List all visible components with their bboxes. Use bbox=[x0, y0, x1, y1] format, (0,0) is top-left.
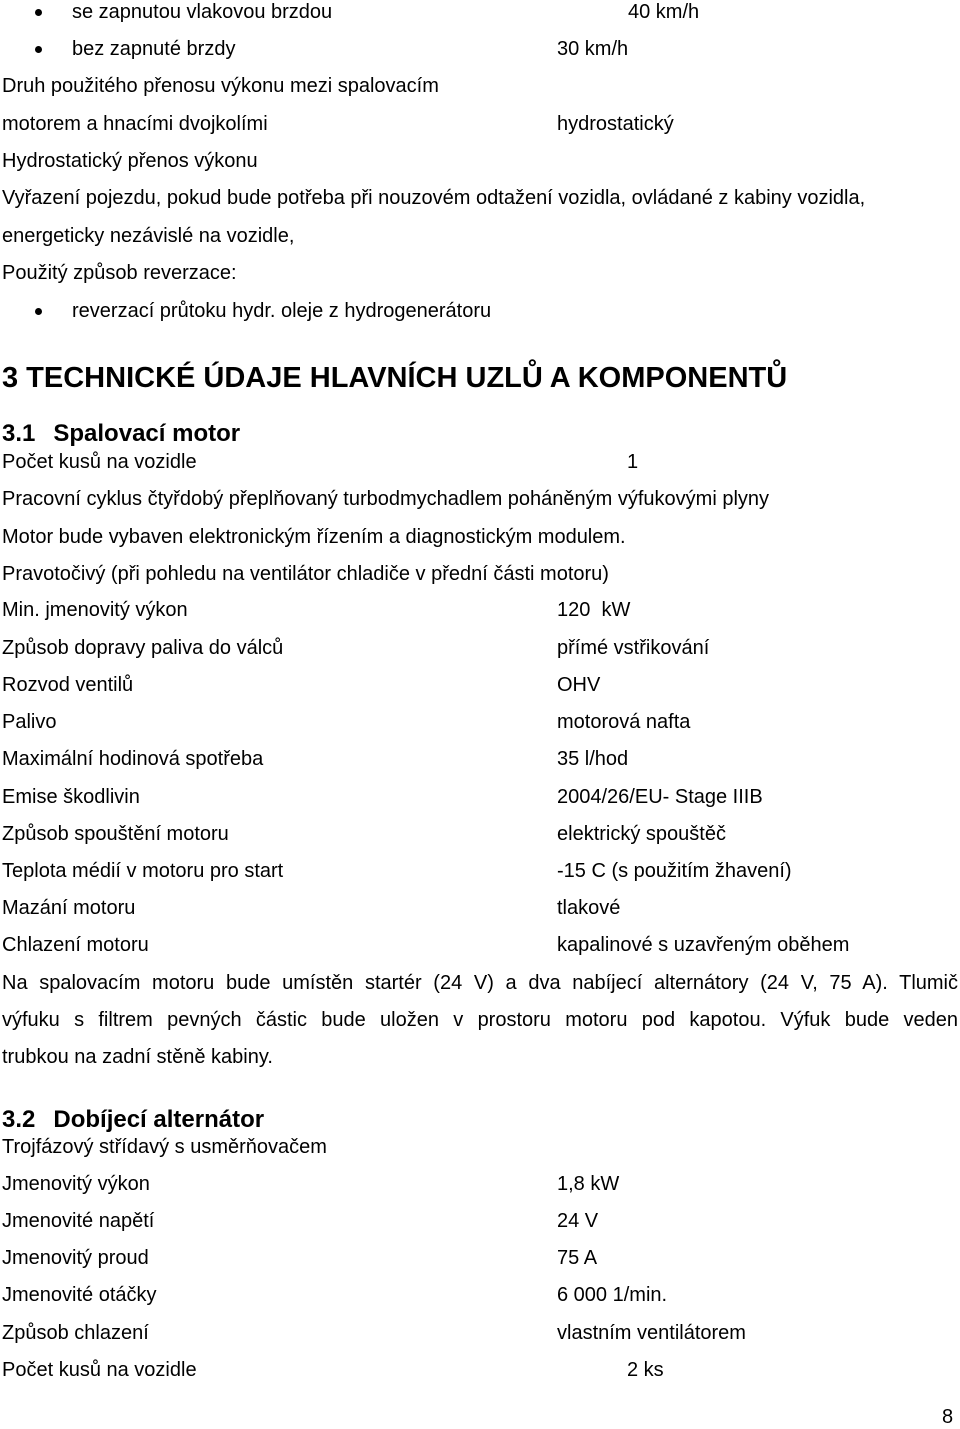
engine-heading-text: Spalovací motor bbox=[53, 420, 241, 447]
engine-control: Motor bude vybaven elektronickým řízením a diagnostickým modulem. bbox=[2, 526, 626, 548]
bullet-label: se zapnutou vlakovou brzdou bbox=[72, 1, 333, 23]
reverse-label: Použitý způsob reverzace: bbox=[2, 262, 237, 284]
spec-value: 35 l/hod bbox=[557, 748, 629, 770]
spec-value: přímé vstřikování bbox=[557, 637, 710, 659]
alt-spec-label: Jmenovité otáčky bbox=[2, 1284, 157, 1306]
spec-label: Emise škodlivin bbox=[2, 786, 140, 808]
engine-paragraph-line2: výfuku s filtrem pevných částic bude uložen v prostoru motoru pod kapotou. Výfuk bude veden bbox=[2, 1009, 958, 1031]
alt-count-value: 2 ks bbox=[627, 1359, 664, 1381]
spec-value: -15 C (s použitím žhavení) bbox=[557, 860, 792, 882]
alt-spec-label: Jmenovitý výkon bbox=[2, 1173, 150, 1195]
hydro-heading: Hydrostatický přenos výkonu bbox=[2, 150, 258, 172]
bullet-value: 30 km/h bbox=[557, 38, 629, 60]
spec-value: elektrický spouštěč bbox=[557, 823, 726, 845]
spec-value: tlakové bbox=[557, 897, 621, 919]
alt-spec-label: Jmenovitý proud bbox=[2, 1247, 149, 1269]
disengage-line1: Vyřazení pojezdu, pokud bude potřeba při nouzovém odtažení vozidla, ovládané z kabiny vozidla, bbox=[2, 187, 866, 209]
alternator-heading-text: Dobíjecí alternátor bbox=[53, 1106, 265, 1133]
spec-value: kapalinové s uzavřeným oběhem bbox=[557, 934, 850, 956]
engine-paragraph-line3: trubkou na zadní stěně kabiny. bbox=[2, 1046, 273, 1068]
page-number: 8 bbox=[942, 1406, 954, 1428]
transfer-label-line2: motorem a hnacími dvojkolími bbox=[2, 113, 268, 135]
section-title: 3 TECHNICKÉ ÚDAJE HLAVNÍCH UZLŮ A KOMPONENTŮ bbox=[2, 362, 788, 394]
bullet-icon bbox=[35, 308, 42, 315]
spec-value: OHV bbox=[557, 674, 601, 696]
engine-cycle: Pracovní cyklus čtyřdobý přeplňovaný turbodmychadlem poháněným výfukovými plyny bbox=[2, 488, 770, 510]
spec-value: motorová nafta bbox=[557, 711, 691, 733]
bullet-value: 40 km/h bbox=[628, 1, 700, 23]
alt-count-label: Počet kusů na vozidle bbox=[2, 1359, 197, 1381]
alt-spec-label: Jmenovité napětí bbox=[2, 1210, 155, 1232]
spec-label: Min. jmenovitý výkon bbox=[2, 599, 188, 621]
engine-heading bbox=[2, 420, 240, 448]
spec-value: 120 kW bbox=[557, 599, 631, 621]
alt-spec-value: 75 A bbox=[557, 1247, 598, 1269]
alt-spec-value: 6 000 1/min. bbox=[557, 1284, 668, 1306]
transfer-label-line1: Druh použitého přenosu výkonu mezi spalovacím bbox=[2, 75, 439, 97]
engine-heading-number: 3.1 bbox=[2, 420, 36, 447]
spec-label: Maximální hodinová spotřeba bbox=[2, 748, 264, 770]
spec-value: 2004/26/EU- Stage IIIB bbox=[557, 786, 763, 808]
transfer-value: hydrostatický bbox=[557, 113, 674, 135]
disengage-line2: energeticky nezávislé na vozidle, bbox=[2, 225, 295, 247]
alternator-heading bbox=[2, 1106, 264, 1134]
alt-spec-value: 1,8 kW bbox=[557, 1173, 620, 1195]
engine-paragraph-line1: Na spalovacím motoru bude umístěn startér (24 V) a dva nabíjecí alternátory (24 V, 75 A). Tlumič bbox=[2, 972, 958, 994]
spec-label: Mazání motoru bbox=[2, 897, 136, 919]
spec-label: Chlazení motoru bbox=[2, 934, 149, 956]
alt-spec-label: Způsob chlazení bbox=[2, 1322, 149, 1344]
alt-spec-value: vlastním ventilátorem bbox=[557, 1322, 746, 1344]
spec-label: Způsob dopravy paliva do válců bbox=[2, 637, 284, 659]
spec-label: Palivo bbox=[2, 711, 57, 733]
reverse-bullet-text: reverzací průtoku hydr. oleje z hydrogenerátoru bbox=[72, 300, 492, 322]
alt-spec-value: 24 V bbox=[557, 1210, 599, 1232]
alternator-type: Trojfázový střídavý s usměrňovačem bbox=[2, 1136, 327, 1158]
spec-label: Způsob spouštění motoru bbox=[2, 823, 229, 845]
alternator-heading-number: 3.2 bbox=[2, 1106, 36, 1133]
engine-count-label: Počet kusů na vozidle bbox=[2, 451, 197, 473]
bullet-label: bez zapnuté brzdy bbox=[72, 38, 236, 60]
engine-rotation: Pravotočivý (při pohledu na ventilátor chladiče v přední části motoru) bbox=[2, 563, 609, 585]
spec-label: Teplota médií v motoru pro start bbox=[2, 860, 284, 882]
spec-label: Rozvod ventilů bbox=[2, 674, 134, 696]
bullet-icon bbox=[35, 46, 42, 53]
bullet-icon bbox=[35, 9, 42, 16]
engine-count-value: 1 bbox=[627, 451, 639, 473]
